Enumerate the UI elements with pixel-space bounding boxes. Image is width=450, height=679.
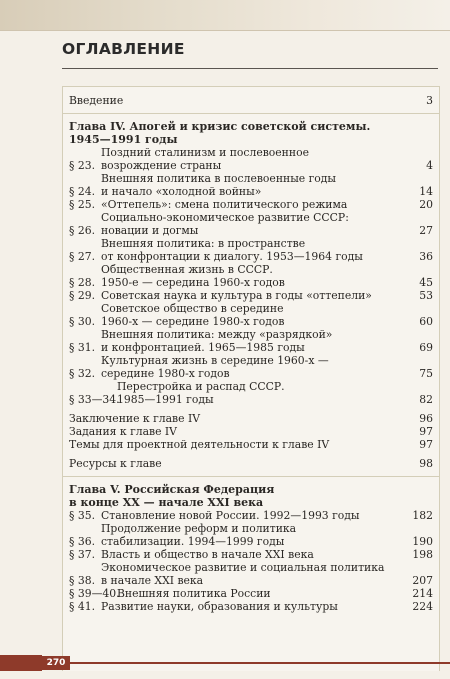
- toc-entry-title: «Оттепель»: смена политического режима: [101, 198, 348, 211]
- toc-entry[interactable]: [63, 425, 439, 438]
- toc-entry[interactable]: [63, 237, 439, 263]
- section-divider: [63, 476, 439, 477]
- toc-entry[interactable]: [63, 172, 439, 198]
- toc-entry-number: § 35.: [69, 509, 96, 522]
- toc-entry[interactable]: [63, 438, 439, 451]
- toc-entry[interactable]: [63, 561, 439, 587]
- title-rule: [62, 68, 438, 69]
- toc-entry-number: § 38.: [69, 574, 96, 587]
- toc-resources[interactable]: [63, 457, 439, 470]
- toc-entry-page: 198: [412, 548, 433, 561]
- toc-entry-number: § 41.: [69, 600, 96, 613]
- toc-entry[interactable]: [63, 509, 439, 522]
- toc-entry-title: Общественная жизнь в СССР. 1950-е — середина 1960-х годов: [101, 263, 285, 289]
- toc-entry-number: § 26.: [69, 224, 96, 237]
- toc-entry-title: Внешняя политика: между «разрядкой» и конфронтацией. 1965—1985 годы: [101, 328, 333, 354]
- toc-entry-page: 182: [412, 509, 433, 522]
- toc-entry-number: § 25.: [69, 198, 96, 211]
- toc-entry-page: 97: [419, 425, 433, 438]
- toc-entry-title: Внешняя политика в послевоенные годы и начало «холодной войны»: [101, 172, 337, 198]
- toc-entry[interactable]: [63, 587, 439, 600]
- toc-entry[interactable]: [63, 289, 439, 302]
- toc-entry-page: 97: [419, 438, 433, 451]
- toc-entry-number: § 24.: [69, 185, 96, 198]
- toc-entry-title: Задания к главе IV: [69, 425, 177, 438]
- toc-entry-page: 53: [419, 289, 433, 302]
- toc-entry[interactable]: [63, 302, 439, 328]
- toc-intro[interactable]: [63, 94, 439, 107]
- toc-entry-page: 75: [419, 367, 433, 380]
- toc-entry-title: Советская наука и культура в годы «оттепели»: [101, 289, 372, 302]
- toc-entry-page: 98: [419, 457, 433, 470]
- toc-entry[interactable]: [63, 354, 439, 380]
- toc-entry-number: § 36.: [69, 535, 96, 548]
- toc-entry-page: 214: [412, 587, 433, 600]
- toc-entry-number: § 37.: [69, 548, 96, 561]
- toc-entry-page: 14: [419, 185, 433, 198]
- toc-entry-title: Внешняя политика: в пространстве от конфронтации к диалогу. 1953—1964 годы: [101, 237, 363, 263]
- toc-entry[interactable]: [63, 263, 439, 289]
- toc-entry-number: § 32.: [69, 367, 96, 380]
- toc-entry[interactable]: [63, 380, 439, 406]
- toc-entry-page: 20: [419, 198, 433, 211]
- toc-entry-number: § 31.: [69, 341, 96, 354]
- toc-entry-title: Развитие науки, образования и культуры: [101, 600, 338, 613]
- toc-entry-page: 69: [419, 341, 433, 354]
- section-divider: [63, 113, 439, 114]
- toc-entry-title: Темы для проектной деятельности к главе IV: [69, 438, 330, 451]
- toc-entry[interactable]: [63, 412, 439, 425]
- toc-entry-title: Введение: [69, 94, 124, 107]
- toc-entry-page: 190: [412, 535, 433, 548]
- toc-entry-page: 3: [426, 94, 433, 107]
- toc-entry-title: Становление новой России. 1992—1993 годы: [101, 509, 360, 522]
- toc-entry-title: Заключение к главе IV: [69, 412, 201, 425]
- toc-entry-title: Продолжение реформ и политика стабилизации. 1994—1999 годы: [101, 522, 297, 548]
- toc-entry-title: Внешняя политика России: [117, 587, 271, 600]
- toc-entry-number: § 39—40.: [69, 587, 120, 600]
- toc-box: [62, 86, 440, 671]
- toc-entry-number: § 27.: [69, 250, 96, 263]
- page-number: 270: [42, 656, 70, 670]
- toc-entry-page: 27: [419, 224, 433, 237]
- page-title: ОГЛАВЛЕНИЕ: [62, 40, 185, 58]
- toc-entry-page: 96: [419, 412, 433, 425]
- toc-entry-title: Перестройка и распад СССР. 1985—1991 годы: [117, 380, 285, 406]
- toc-entry[interactable]: [63, 198, 439, 211]
- toc-entry-title: Ресурсы к главе: [69, 457, 162, 470]
- chapter-heading: Глава IV. Апогей и кризис советской системы. 1945—1991 годы: [69, 120, 371, 146]
- toc-entry-number: § 30.: [69, 315, 96, 328]
- toc-entry-number: § 33—34.: [69, 393, 120, 406]
- toc-entry-title: Экономическое развитие и социальная политика в начале XXI века: [101, 561, 385, 587]
- toc-entry-title: Поздний сталинизм и послевоенное возрождение страны: [101, 146, 309, 172]
- toc-entry[interactable]: [63, 600, 439, 613]
- toc-entry-number: § 28.: [69, 276, 96, 289]
- toc-entry[interactable]: [63, 211, 439, 237]
- toc-entry[interactable]: [63, 146, 439, 172]
- toc-entry-number: § 23.: [69, 159, 96, 172]
- toc-entry-page: 224: [412, 600, 433, 613]
- toc-entry[interactable]: [63, 548, 439, 561]
- toc-entry-number: § 29.: [69, 289, 96, 302]
- toc-entry-title: Культурная жизнь в середине 1960-х — середине 1980-х годов: [101, 354, 329, 380]
- toc-entry-page: 60: [419, 315, 433, 328]
- footer-rule: [70, 662, 450, 664]
- chapter-heading: Глава V. Российская Федерация в конце XX — начале XXI века: [69, 483, 275, 509]
- toc-entry[interactable]: [63, 328, 439, 354]
- toc-entry-page: 36: [419, 250, 433, 263]
- toc-entry[interactable]: [63, 522, 439, 548]
- toc-entry-page: 207: [412, 574, 433, 587]
- toc-entry-title: Советское общество в середине 1960-х — середине 1980-х годов: [101, 302, 285, 328]
- toc-entry-page: 82: [419, 393, 433, 406]
- toc-entry-page: 4: [426, 159, 433, 172]
- toc-entry-page: 45: [419, 276, 433, 289]
- toc-entry-title: Социально-экономическое развитие СССР: новации и догмы: [101, 211, 349, 237]
- header-banner: [0, 0, 450, 31]
- toc-entry-title: Власть и общество в начале XXI века: [101, 548, 314, 561]
- footer-tab: [0, 655, 42, 671]
